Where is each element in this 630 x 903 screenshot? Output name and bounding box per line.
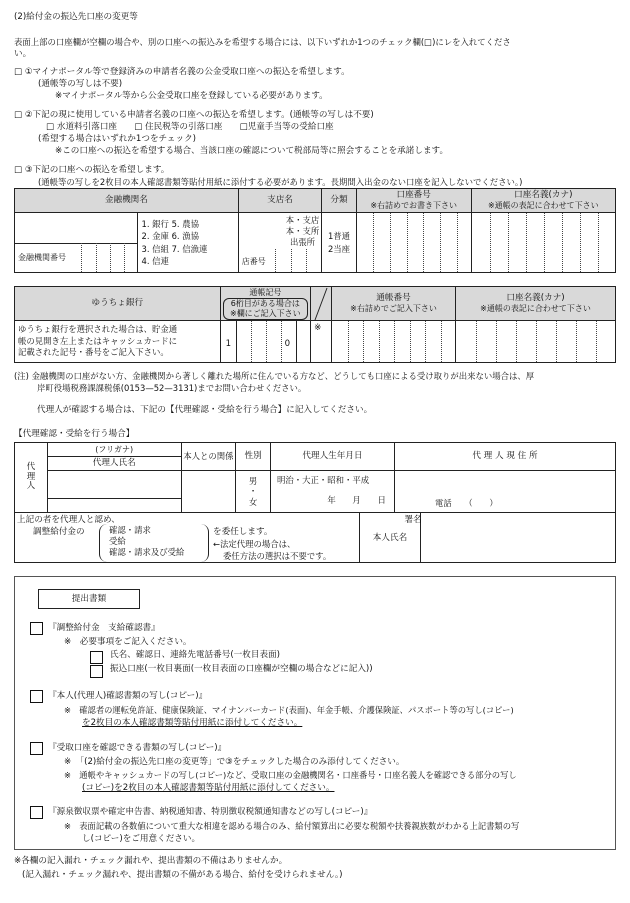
address-field[interactable]: [394, 471, 615, 513]
doc3-line2: ※ 通帳やキャッシュカードの写し(コピー)など、受取口座の金融機関名・口座番号・口座名義人を確認できる部分の写し: [64, 770, 517, 780]
account-number-header: 口座番号: [396, 190, 431, 201]
doc1-sub1-checkbox[interactable]: [90, 651, 103, 664]
legal-note-2: 委任方法の選択は不要です。: [223, 551, 332, 561]
yucho-table: [14, 286, 616, 363]
account-number-field[interactable]: [356, 213, 471, 273]
passbook-symbol-note-1: 6桁目がある場合は: [230, 298, 300, 308]
branch-code-label: 店番号: [241, 257, 266, 266]
slash-mark: [311, 287, 331, 321]
branch-header: 支店名: [238, 189, 322, 213]
passbook-number-header: 通帳番号: [376, 293, 411, 304]
account-type-2: 2当座: [327, 243, 351, 254]
branch-kind-2: 本・支所: [285, 225, 320, 236]
bank-code-label: 金融機関番号: [18, 253, 66, 262]
delegate-option-receive[interactable]: 受給: [109, 535, 126, 546]
yucho-desc-3: 記載された記号・番号をご記入下さい。: [18, 347, 169, 358]
relation-field[interactable]: [181, 471, 236, 513]
account-holder-field[interactable]: [471, 213, 615, 273]
footer-line-1: ※各欄の記入漏れ・チェック漏れや、提出書類の不備はありませんか。: [14, 856, 288, 866]
doc1-sub2: 振込口座(一枚目裏面(一枚目表面の口座欄が空欄の場合などに記入)): [110, 664, 373, 674]
sex-dot: ・: [248, 486, 258, 497]
branch-field[interactable]: [238, 213, 322, 273]
note-1: (注) 金融機関の口座がない方、金融機関から著しく離れた場所に住んでいる方など、どうしても口座による受け取りが出来ない場合は、厚: [14, 371, 535, 381]
doc1-sub2-checkbox[interactable]: [90, 665, 103, 678]
era-options: 明治・大正・昭和・平成: [277, 475, 370, 485]
account-type-1: 1普通: [327, 230, 351, 241]
option-3[interactable]: □ ③下記の口座への振込を希望します。: [14, 165, 170, 175]
birth-header: 代理人生年月日: [271, 443, 395, 471]
yucho-holder-header: 口座名義(カナ): [506, 293, 565, 304]
option-1-note-2: ※マイナポータル等から公金受取口座を登録している必要があります。: [55, 91, 328, 101]
account-type-options[interactable]: [322, 213, 356, 273]
doc4-line1: ※ 表面記載の各数値について重大な相違を認める場合のみ、給付額算出に必要な税額や扶養親族数がわかる上記書類の写: [64, 821, 520, 831]
passbook-symbol-field[interactable]: [220, 321, 310, 363]
yucho-divider: [311, 287, 332, 321]
delegate-line-2: 調整給付金の: [33, 527, 85, 537]
furigana-label: (フリガナ): [47, 443, 181, 457]
doc3-line3: (コピー)を2枚目の本人確認書類等貼付用紙に添付してください。: [82, 783, 335, 793]
doc1-sub1: 氏名、確認日、連絡先電話番号(一枚目表面): [110, 650, 280, 660]
institution-type-1: 1. 銀行 5. 農協: [141, 219, 199, 230]
sex-female: 女: [248, 496, 258, 507]
footer-line-2: (記入漏れ・チェック漏れや、提出書類の不備がある場合、給付を受けられません。): [22, 870, 343, 880]
option-2-note-2: ※この口座への振込を希望する場合、当該口座の確認について税部局等に照会することを承諾します。: [55, 146, 449, 156]
doc2-title: 『本人(代理人)確認書類の写し(コピー)』: [48, 691, 208, 701]
branch-kind-3: 出張所: [289, 236, 316, 247]
proxy-instruction: 代理人が確認する場合は、下記の【代理確認・受給を行う場合】に記入してください。: [37, 405, 373, 415]
address-header: 代 理 人 現 住 所: [394, 443, 615, 471]
birth-field[interactable]: [271, 471, 395, 513]
passbook-symbol-header: 通帳記号: [249, 287, 282, 297]
institution-type-3: 3. 信組 7. 信漁連: [141, 243, 208, 254]
delegation-statement: [15, 513, 408, 563]
yucho-desc-1: ゆうちょ銀行を選択された場合は、貯金通: [18, 323, 178, 334]
section-heading: (2)給付金の振込先口座の変更等: [14, 12, 138, 22]
passbook-number-field[interactable]: [331, 321, 455, 363]
principal-name-label: 本人氏名: [372, 533, 408, 543]
doc3-checkbox[interactable]: [30, 742, 43, 755]
passbook-symbol-note-2: ※欄にご記入下さい: [229, 308, 301, 318]
relation-header: 本人との関係: [181, 443, 236, 471]
yucho-holder-note: ※通帳の表記に合わせて下さい: [480, 303, 591, 313]
doc4-title: 『源泉徴収票や確定申告書、納税通知書、特別徴収税額通知書などの写し(コピー)』: [48, 807, 373, 817]
account-holder-note: ※通帳の表記に合わせて下さい: [487, 200, 599, 210]
option-2[interactable]: □ ②下記の現に使用している申請者名義の口座への振込を希望します。(通帳等の写しは不要): [14, 110, 374, 120]
doc2-checkbox[interactable]: [30, 690, 43, 703]
birth-ymd: 年 月 日: [327, 495, 386, 505]
bank-name-header: 金融機関名: [15, 189, 239, 213]
institution-type-2: 2. 金庫 6. 漁協: [141, 231, 199, 242]
option-1-note: (通帳等の写しは不要): [38, 79, 123, 89]
proxy-side-label: [15, 443, 48, 513]
symbol-sixth-digit-field[interactable]: [311, 321, 332, 363]
symbol-first-digit: 1: [225, 339, 232, 349]
bank-name-field[interactable]: [15, 213, 138, 273]
doc3-title: 『受取口座を確認できる書類の写し(コピー)』: [48, 743, 227, 753]
institution-type-4: 4. 信連: [141, 255, 169, 266]
intro-line-2: い。: [14, 49, 32, 59]
account-number-note: ※右詰めでお書き下さい: [370, 200, 458, 210]
doc2-line2: を2枚目の本人確認書類等貼付用紙に添付してください。: [82, 718, 303, 728]
proxy-side-text: 代理人: [26, 462, 36, 492]
bank-account-table: [14, 188, 616, 273]
symbol-last-digit: 0: [284, 339, 291, 349]
proxy-heading: 【代理確認・受給を行う場合】: [14, 429, 135, 439]
yucho-desc-2: 帳の見開き左上またはキャッシュカードに: [18, 335, 177, 346]
phone-label: 電話 （ ）: [434, 498, 498, 508]
signature-field[interactable]: [394, 513, 615, 563]
institution-type-options[interactable]: [137, 213, 238, 273]
proxy-table: [14, 442, 616, 563]
yucho-instructions: [15, 321, 221, 363]
documents-title: 提出書類: [38, 589, 140, 609]
yucho-holder-field[interactable]: [456, 321, 616, 363]
doc1-note: ※ 必要事項をご記入ください。: [64, 637, 192, 647]
sex-male: 男: [248, 476, 258, 487]
passbook-number-note: ※右詰めでご記入下さい: [350, 303, 437, 313]
doc3-line1: ※ 「(2)給付金の振込先口座の変更等」で③をチェックした場合のみ添付してください。: [64, 757, 405, 767]
delegate-line-1: 上記の者を代理人と認め、: [17, 515, 120, 525]
proxy-name-field[interactable]: [47, 471, 181, 513]
delegate-option-both[interactable]: 確認・請求及び受給: [109, 546, 185, 557]
option-3-note: (通帳等の写しを2枚目の本人確認書類等貼付用紙に添付する必要があります。長期間入出金のない口座を記入しないでください。): [38, 177, 523, 187]
intro-line-1: 表面上部の口座欄が空欄の場合や、別の口座への振込みを希望する場合には、以下いずれか1つのチェック欄(□)にレを入れてくださ: [14, 37, 511, 47]
doc1-title: 『調整給付金 支給確認書』: [48, 623, 160, 633]
doc4-checkbox[interactable]: [30, 806, 43, 819]
option-1[interactable]: □ ①マイナポータル等で登録済みの申請者名義の公金受取口座への振込を希望します。: [14, 67, 350, 77]
legal-note-1: ←法定代理の場合は、: [213, 539, 296, 549]
doc4-line2: し(コピー)をご用意ください。: [82, 834, 201, 844]
doc1-checkbox[interactable]: [30, 622, 43, 635]
branch-kind-1: 本・支店: [285, 215, 320, 225]
option-2-note: (希望する場合はいずれか1つをチェック): [38, 134, 197, 144]
type-header: 分類: [322, 189, 356, 213]
option-2-sub-accounts[interactable]: □ 水道料引落口座 □ 住民税等の引落口座 □児童手当等の受給口座: [46, 122, 334, 132]
sex-options[interactable]: [236, 471, 271, 513]
sixth-digit-star: ※: [314, 323, 322, 333]
sex-header: 性別: [236, 443, 271, 471]
delegate-option-confirm[interactable]: 確認・請求: [109, 525, 151, 535]
doc2-line1: ※ 確認者の運転免許証、健康保険証、マイナンバーカード(表面)、年金手帳、介護保険証、パスポート等の写し(コピー): [64, 705, 514, 715]
yucho-header: ゆうちょ銀行: [15, 287, 221, 321]
account-holder-header: 口座名義(カナ): [514, 190, 573, 201]
signature-label: 署名: [404, 515, 422, 525]
note-1-contact: 岸町役場税務課課税係(0153—52—3131)までお問い合わせください。: [37, 383, 307, 393]
entrust-text: を委任します。: [213, 527, 273, 537]
proxy-name-label: 代理人氏名: [47, 457, 181, 471]
